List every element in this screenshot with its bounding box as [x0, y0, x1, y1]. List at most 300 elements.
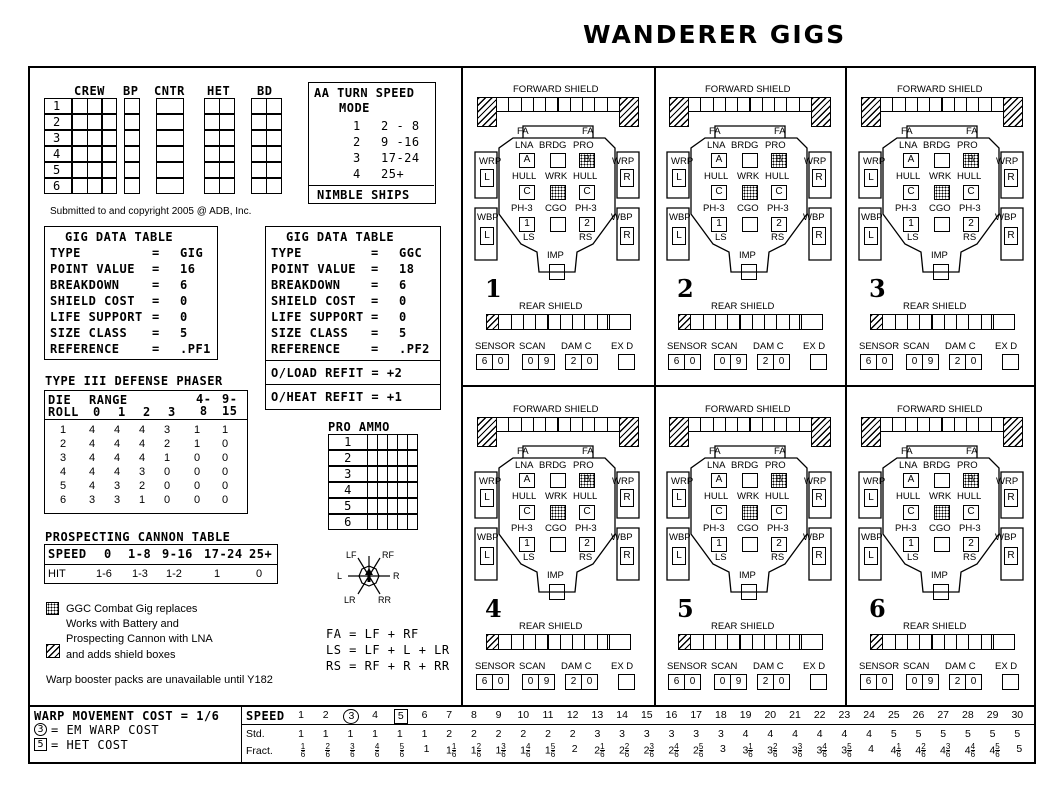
phaser-box-right[interactable]: 2 [579, 537, 595, 552]
arc-rf: RF [382, 550, 394, 560]
imp-box[interactable] [549, 264, 565, 280]
phaser-box-left[interactable]: 1 [711, 217, 727, 232]
rear-shield-box[interactable] [956, 314, 969, 330]
crew-track-box[interactable] [124, 98, 140, 114]
wrk-box[interactable] [934, 505, 950, 520]
rear-shield-box[interactable] [752, 634, 765, 650]
warp-fract [490, 743, 512, 758]
crew-track-box[interactable] [219, 178, 235, 194]
crew-track-box[interactable] [124, 162, 140, 178]
sensor-box[interactable]: 6 [476, 674, 493, 690]
phaser-cell: 2 [164, 438, 171, 450]
hull-box-left[interactable]: C [711, 505, 727, 520]
pro-box[interactable]: B [963, 473, 979, 488]
rear-shield-box[interactable] [486, 634, 499, 650]
pro-ammo-table [328, 420, 420, 532]
phaser-cell: 4 [89, 452, 96, 464]
forward-shield-label: FORWARD SHIELD [513, 404, 599, 415]
crew-track-box[interactable] [156, 98, 184, 114]
damc-box[interactable]: 0 [581, 354, 598, 370]
crew-track-box[interactable] [156, 162, 184, 178]
data-value: GGC [399, 246, 423, 260]
fa-label-right: FA [774, 446, 786, 457]
warp-speed: 1 [298, 709, 304, 721]
fract-part [400, 743, 404, 758]
warp-fract [539, 743, 561, 758]
crew-track-box[interactable] [124, 146, 140, 162]
pro-ammo-box[interactable] [407, 514, 419, 530]
pro-ammo-box[interactable] [407, 466, 419, 482]
crew-track-box[interactable] [266, 114, 282, 130]
data-equals: = [152, 278, 160, 292]
wrk-box[interactable] [550, 185, 566, 200]
warp-box-right[interactable]: R [812, 169, 826, 187]
hull-box-right[interactable]: C [963, 185, 979, 200]
brdg-box[interactable] [934, 153, 950, 168]
brdg-box[interactable] [934, 473, 950, 488]
warp-box-left[interactable]: L [672, 169, 686, 187]
crew-track-box[interactable] [219, 130, 235, 146]
warp-box-left[interactable]: L [480, 489, 494, 507]
wbp-box-left[interactable]: L [480, 227, 494, 245]
phaser-box-right[interactable]: 2 [963, 537, 979, 552]
wrk-box[interactable] [550, 505, 566, 520]
rear-shield-box[interactable] [703, 314, 716, 330]
damc-box[interactable]: 0 [581, 674, 598, 690]
rear-shield-box[interactable] [703, 634, 716, 650]
brdg-box[interactable] [550, 473, 566, 488]
wbp-box-right[interactable]: R [620, 547, 634, 565]
rear-shield-box[interactable] [690, 634, 703, 650]
lna-box[interactable]: A [903, 153, 919, 168]
wrp-label-right: WRP [612, 476, 635, 487]
crew-track-box[interactable] [266, 98, 282, 114]
scan-box[interactable]: 9 [922, 674, 939, 690]
crew-row-number: 6 [44, 178, 72, 194]
pro-box[interactable]: B [579, 473, 595, 488]
scan-label: SCAN [519, 661, 546, 672]
crew-row-number: 5 [44, 162, 72, 178]
gig-ssd-6 [849, 402, 1041, 722]
warp-box-right[interactable]: R [620, 169, 634, 187]
pro-ammo-box[interactable] [407, 450, 419, 466]
rear-shield-box[interactable] [523, 634, 536, 650]
rear-shield-box-end[interactable] [799, 314, 823, 330]
damc-box[interactable]: 2 [949, 674, 966, 690]
hull-box-right[interactable]: C [771, 185, 787, 200]
fract-num: 5 [847, 742, 852, 751]
rear-shield-box[interactable] [572, 634, 585, 650]
fract-num: 2 [921, 742, 926, 751]
rear-shield-box[interactable] [895, 634, 908, 650]
rear-shield-box[interactable] [511, 634, 524, 650]
pro-box[interactable]: B [771, 473, 787, 488]
scan-box[interactable]: 0 [714, 674, 731, 690]
exd-box[interactable] [810, 674, 827, 690]
hull-label-left: HULL [704, 171, 729, 182]
rear-shield-box[interactable] [776, 634, 789, 650]
warp-std: 3 [594, 728, 601, 740]
rear-shield-box[interactable] [907, 634, 920, 650]
rear-shield-box[interactable] [752, 314, 765, 330]
wbp-box-right[interactable]: R [812, 227, 826, 245]
wrk-box[interactable] [742, 185, 758, 200]
exd-box[interactable] [618, 674, 635, 690]
damc-box[interactable]: 2 [565, 674, 582, 690]
phaser-cell: 4 [114, 452, 121, 464]
scan-box[interactable]: 9 [730, 674, 747, 690]
rear-shield-box-end[interactable] [607, 314, 631, 330]
rear-shield-box[interactable] [944, 634, 957, 650]
warp-std: 4 [816, 728, 823, 740]
pro-box[interactable]: B [771, 153, 787, 168]
cannon-header: 9-16 [162, 547, 193, 561]
rear-shield-box[interactable] [895, 314, 908, 330]
rear-shield-box[interactable] [764, 634, 777, 650]
crew-track-box[interactable] [219, 162, 235, 178]
hull-box-right[interactable]: C [771, 505, 787, 520]
rear-shield-box[interactable] [690, 314, 703, 330]
damc-box[interactable]: 2 [565, 354, 582, 370]
wbp-box-left[interactable]: L [672, 547, 686, 565]
rear-shield-box[interactable] [956, 634, 969, 650]
rear-shield-box[interactable] [882, 634, 895, 650]
hull-box-left[interactable]: C [903, 505, 919, 520]
lna-box[interactable]: A [519, 153, 535, 168]
scan-box[interactable]: 0 [906, 354, 923, 370]
crew-track-box[interactable] [101, 162, 117, 178]
exd-box[interactable] [1002, 354, 1019, 370]
rear-shield-box[interactable] [715, 634, 728, 650]
phaser-cell: 4 [89, 424, 96, 436]
crew-track-box[interactable] [266, 162, 282, 178]
exd-box[interactable] [618, 354, 635, 370]
arc-rr: RR [378, 595, 391, 605]
forward-shield-label: FORWARD SHIELD [705, 404, 791, 415]
rear-shield-box[interactable] [678, 634, 691, 650]
wbp-box-right[interactable]: R [812, 547, 826, 565]
imp-box[interactable] [933, 584, 949, 600]
sensor-box[interactable]: 6 [668, 674, 685, 690]
warp-std: 2 [520, 728, 527, 740]
imp-box[interactable] [549, 584, 565, 600]
speed-row-label: SPEED [246, 709, 285, 723]
aa-mode: 2 [353, 135, 361, 149]
phaser-box-left[interactable]: 1 [903, 537, 919, 552]
arc-eq-ls: LS = LF + L + LR [326, 643, 450, 657]
hull-label-right: HULL [765, 491, 790, 502]
rear-shield-box[interactable] [776, 314, 789, 330]
sensor-box[interactable]: 6 [476, 354, 493, 370]
warp-speed: 27 [937, 709, 950, 721]
warp-fract [737, 743, 759, 758]
rear-shield-box[interactable] [870, 634, 883, 650]
imp-box[interactable] [933, 264, 949, 280]
hull-box-right[interactable]: C [579, 185, 595, 200]
crew-track-box[interactable] [266, 178, 282, 194]
phaser-cell: 0 [194, 452, 201, 464]
damc-box[interactable]: 0 [773, 674, 790, 690]
phaser-cell: 0 [222, 438, 229, 450]
wbp-box-left[interactable]: L [672, 227, 686, 245]
wbp-box-right[interactable]: R [620, 227, 634, 245]
sensor-box[interactable]: 6 [860, 674, 877, 690]
imp-box[interactable] [741, 584, 757, 600]
crew-track-box[interactable] [101, 98, 117, 114]
rear-shield-box[interactable] [498, 634, 511, 650]
scan-box[interactable]: 9 [538, 674, 555, 690]
rear-shield-box[interactable] [535, 634, 548, 650]
wrk-box[interactable] [934, 185, 950, 200]
fract-whole: 5 [1016, 743, 1023, 755]
imp-box[interactable] [741, 264, 757, 280]
rear-shield-box[interactable] [932, 314, 945, 330]
brdg-label: BRDG [731, 460, 759, 471]
damc-box[interactable]: 0 [965, 354, 982, 370]
crew-track-box[interactable] [219, 98, 235, 114]
phaser-box-left[interactable]: 1 [711, 537, 727, 552]
rear-shield-box[interactable] [882, 314, 895, 330]
lna-label: LNA [515, 460, 534, 471]
rear-shield-box[interactable] [968, 634, 981, 650]
prospecting-cannon-table [44, 530, 280, 584]
damc-box[interactable]: 0 [773, 354, 790, 370]
rear-shield-box[interactable] [944, 314, 957, 330]
wbp-label-right: WBP [803, 532, 825, 543]
crew-track-box[interactable] [124, 130, 140, 146]
pro-box[interactable]: B [579, 153, 595, 168]
crew-track-box[interactable] [219, 114, 235, 130]
rear-shield-box[interactable] [523, 314, 536, 330]
fract-part [551, 743, 555, 758]
warp-box-right[interactable]: R [1004, 489, 1018, 507]
data-key: POINT VALUE [50, 262, 135, 276]
cgo-box[interactable] [742, 217, 758, 232]
rear-shield-box[interactable] [548, 634, 561, 650]
wbp-box-left[interactable]: L [864, 547, 878, 565]
crew-track-box[interactable] [266, 146, 282, 162]
fract-part [477, 743, 481, 758]
rear-shield-box[interactable] [584, 634, 597, 650]
rear-shield-box[interactable] [572, 314, 585, 330]
lna-box[interactable]: A [519, 473, 535, 488]
fract-num: 1 [600, 742, 605, 751]
fract-num: 2 [325, 742, 330, 751]
rear-shield-box[interactable] [560, 314, 573, 330]
warp-fract [341, 743, 363, 758]
warp-fract [959, 743, 981, 758]
crew-track-box[interactable] [219, 146, 235, 162]
warp-box-right[interactable]: R [620, 489, 634, 507]
brdg-box[interactable] [742, 473, 758, 488]
damc-box[interactable]: 2 [949, 354, 966, 370]
lna-box[interactable]: A [711, 153, 727, 168]
exd-label: EX D [995, 341, 1018, 352]
cgo-box[interactable] [934, 537, 950, 552]
phaser-box-right[interactable]: 2 [771, 217, 787, 232]
rear-shield-box-end[interactable] [799, 634, 823, 650]
warp-fract [712, 743, 734, 755]
rear-shield-box[interactable] [870, 314, 883, 330]
rear-shield-box[interactable] [560, 634, 573, 650]
warp-box-right[interactable]: R [812, 489, 826, 507]
rear-shield-box[interactable] [740, 314, 753, 330]
rear-shield-box[interactable] [584, 314, 597, 330]
rear-shield-box[interactable] [535, 314, 548, 330]
wrk-box[interactable] [742, 505, 758, 520]
pro-box[interactable]: B [963, 153, 979, 168]
sensor-label: SENSOR [667, 661, 708, 672]
crew-track-box[interactable] [124, 114, 140, 130]
cgo-box[interactable] [742, 537, 758, 552]
crew-track-box[interactable] [124, 178, 140, 194]
warp-box-right[interactable]: R [1004, 169, 1018, 187]
phaser-cell: 0 [164, 480, 171, 492]
sensor-box[interactable]: 0 [684, 674, 701, 690]
scan-box[interactable]: 0 [906, 674, 923, 690]
rear-shield-box[interactable] [764, 314, 777, 330]
hull-box-left[interactable]: C [903, 185, 919, 200]
hull-box-left[interactable]: C [519, 185, 535, 200]
firing-arc-svg [326, 548, 416, 620]
rear-shield-box[interactable] [907, 314, 920, 330]
exd-box[interactable] [810, 354, 827, 370]
lna-box[interactable]: A [903, 473, 919, 488]
pro-ammo-box[interactable] [407, 434, 419, 450]
sensor-box[interactable]: 6 [668, 354, 685, 370]
wbp-box-right[interactable]: R [1004, 227, 1018, 245]
rear-shield-box[interactable] [511, 314, 524, 330]
crew-track-box[interactable] [101, 178, 117, 194]
rear-shield-box[interactable] [486, 314, 499, 330]
warp-speed: 2 [322, 709, 329, 721]
fract-whole: 2 [571, 743, 578, 755]
crew-track-box[interactable] [266, 130, 282, 146]
sensor-box[interactable]: 0 [492, 674, 509, 690]
hull-label-left: HULL [896, 491, 921, 502]
crew-track-box[interactable] [156, 130, 184, 146]
wbp-box-left[interactable]: L [864, 227, 878, 245]
damc-box[interactable]: 2 [757, 674, 774, 690]
scan-box[interactable]: 9 [538, 354, 555, 370]
crew-track-box[interactable] [156, 114, 184, 130]
rear-shield-box[interactable] [715, 314, 728, 330]
sensor-box[interactable]: 0 [876, 354, 893, 370]
phaser-box-left[interactable]: 1 [903, 217, 919, 232]
phaser-cell: 4 [89, 480, 96, 492]
rear-shield-box[interactable] [740, 634, 753, 650]
warp-box-left[interactable]: L [864, 489, 878, 507]
crew-track-box[interactable] [101, 146, 117, 162]
crew-track-box[interactable] [156, 146, 184, 162]
rear-shield-box-end[interactable] [991, 314, 1015, 330]
brdg-box[interactable] [550, 153, 566, 168]
rear-shield-box-end[interactable] [991, 634, 1015, 650]
scan-box[interactable]: 0 [714, 354, 731, 370]
fract-den: 6 [748, 750, 753, 759]
sensor-label: SENSOR [475, 661, 516, 672]
crew-track-box[interactable] [156, 178, 184, 194]
warp-std: 3 [693, 728, 700, 740]
rear-shield-box[interactable] [727, 634, 740, 650]
phaser-box-left[interactable]: 1 [519, 537, 535, 552]
wbp-label-left: WBP [477, 532, 499, 543]
pro-ammo-row: 2 [328, 450, 368, 466]
gig-data-table [44, 226, 218, 360]
hull-box-right[interactable]: C [579, 505, 595, 520]
wbp-box-right[interactable]: R [1004, 547, 1018, 565]
sensor-box[interactable]: 0 [492, 354, 509, 370]
warp-fract [613, 743, 635, 758]
rear-shield-box[interactable] [968, 314, 981, 330]
warp-speed: 29 [986, 709, 999, 721]
exd-label: EX D [803, 341, 826, 352]
lna-box[interactable]: A [711, 473, 727, 488]
crew-track-box[interactable] [101, 130, 117, 146]
warp-box-left[interactable]: L [864, 169, 878, 187]
data-equals: = [371, 294, 379, 308]
sensor-box[interactable]: 0 [684, 354, 701, 370]
exd-label: EX D [803, 661, 826, 672]
hull-box-right[interactable]: C [963, 505, 979, 520]
scan-box[interactable]: 9 [730, 354, 747, 370]
rear-shield-box[interactable] [498, 314, 511, 330]
note-shield-boxes: and adds shield boxes [66, 649, 176, 661]
scan-box[interactable]: 9 [922, 354, 939, 370]
exd-box[interactable] [1002, 674, 1019, 690]
pro-label: PRO [765, 460, 786, 471]
rear-shield-box[interactable] [919, 634, 932, 650]
scan-box[interactable]: 0 [522, 674, 539, 690]
hull-box-left[interactable]: C [519, 505, 535, 520]
sensor-box[interactable]: 0 [876, 674, 893, 690]
warp-box-left[interactable]: L [672, 489, 686, 507]
wbp-box-left[interactable]: L [480, 547, 494, 565]
ph3-label-left: PH-3 [511, 523, 533, 534]
damc-box[interactable]: 0 [965, 674, 982, 690]
warp-box-left[interactable]: L [480, 169, 494, 187]
brdg-box[interactable] [742, 153, 758, 168]
rear-shield-box[interactable] [919, 314, 932, 330]
fract-whole: 3 [767, 744, 773, 757]
arc-r: R [393, 571, 400, 581]
phaser-box-right[interactable]: 2 [771, 537, 787, 552]
phaser-box-right[interactable]: 2 [963, 217, 979, 232]
rear-shield-box-end[interactable] [607, 634, 631, 650]
data-key: TYPE [50, 246, 81, 260]
scan-box[interactable]: 0 [522, 354, 539, 370]
crew-track-box[interactable] [101, 114, 117, 130]
cgo-box[interactable] [550, 217, 566, 232]
rear-shield-box[interactable] [727, 314, 740, 330]
phaser-box-right[interactable]: 2 [579, 217, 595, 232]
pro-ammo-box[interactable] [407, 498, 419, 514]
damc-box[interactable]: 2 [757, 354, 774, 370]
cgo-box[interactable] [934, 217, 950, 232]
hull-box-left[interactable]: C [711, 185, 727, 200]
cgo-box[interactable] [550, 537, 566, 552]
sensor-box[interactable]: 6 [860, 354, 877, 370]
warp-divider [28, 705, 1036, 707]
rear-shield-box[interactable] [548, 314, 561, 330]
phaser-box-left[interactable]: 1 [519, 217, 535, 232]
rear-shield-box[interactable] [932, 634, 945, 650]
rear-shield-box[interactable] [678, 314, 691, 330]
warp-speed: 5 [394, 709, 408, 724]
warp-std: 5 [890, 728, 897, 740]
fract-num: 2 [772, 742, 778, 751]
pro-ammo-box[interactable] [407, 482, 419, 498]
